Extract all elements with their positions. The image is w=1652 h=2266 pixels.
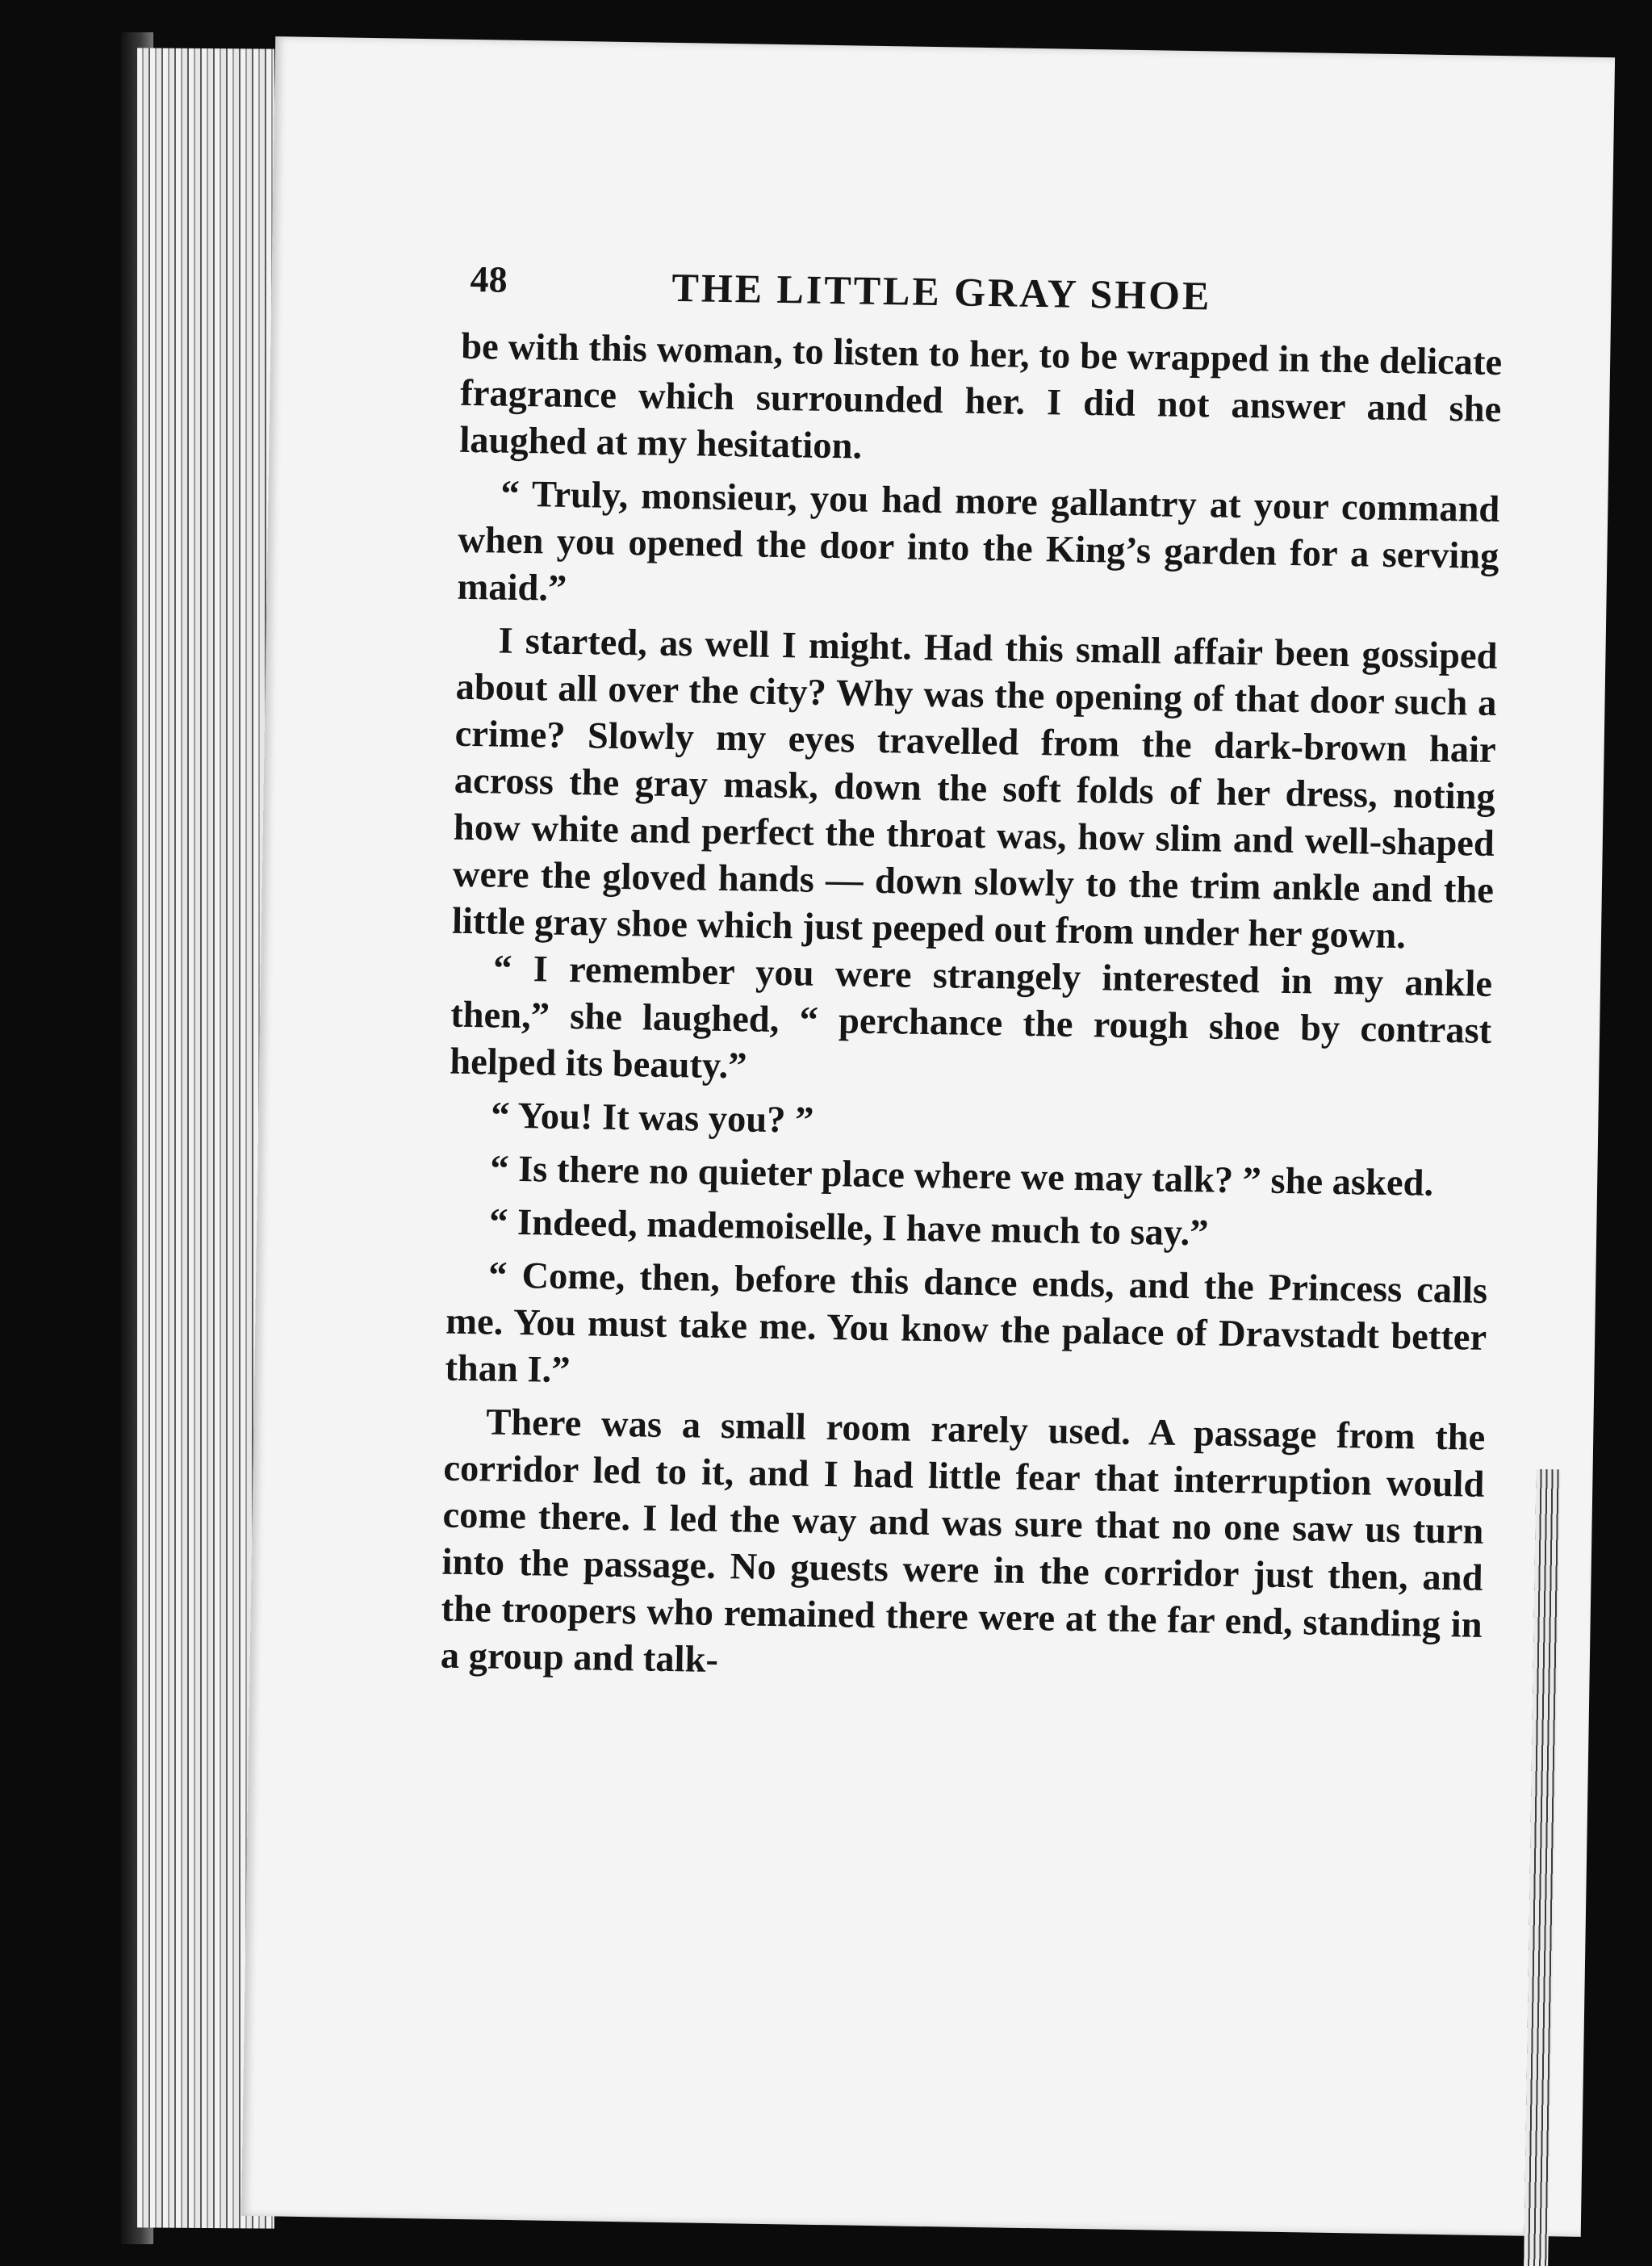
paragraph: “ Indeed, mademoiselle, I have much to say.” — [488, 1201, 1209, 1254]
right-page-edge — [1524, 1469, 1561, 2266]
paragraph: be with this woman, to listen to her, to be wrapped in the delicate fragrance which surrounded her. I did not answer and she laughed at my hesitation. — [459, 325, 1503, 467]
running-head: THE LITTLE GRAY SHOE — [671, 264, 1212, 319]
paragraph: “ You! It was you? ” — [490, 1095, 814, 1141]
paragraph: I started, as well I might. Had this small affair been gossiped about all over the city? Why was the opening of that door such a crime? Slowly my eyes travelled from the dark-brown hair across the gray mask, down the soft folds of her dress, noting how white and perfect the throat was, how slim and well-shaped were the gloved hands — down slowly to the trim ankle and the little gray shoe which just peeped out from under her gown. — [451, 620, 1498, 957]
paragraph: “ Come, then, before this dance ends, and the Princess calls me. You must take me. You know the palace of Dravstadt better than I.” — [445, 1254, 1488, 1392]
book-page — [241, 36, 1615, 2237]
page-content — [440, 258, 1504, 1696]
paragraph: “ Is there no quieter place where we may talk? ” she asked. — [489, 1148, 1434, 1204]
paragraph: “ Truly, monsieur, you had more gallantry at your command when you opened the door into the King’s garden for a serving maid.” — [457, 473, 1500, 609]
paragraph: There was a small room rarely used. A passage from the corridor led to it, and I had little fear that interruption would come there. I led the way and was sure that no one saw us turn into the passage. No guests were in the corridor just then, and the troopers who remained there were at the far end, standing in a group and talk- — [440, 1401, 1486, 1681]
paragraph: “ I remember you were strangely interested in my ankle then,” she laughed, “ perchance the rough shoe by contrast helped its beauty.” — [449, 948, 1493, 1087]
page-number: 48 — [470, 258, 508, 300]
